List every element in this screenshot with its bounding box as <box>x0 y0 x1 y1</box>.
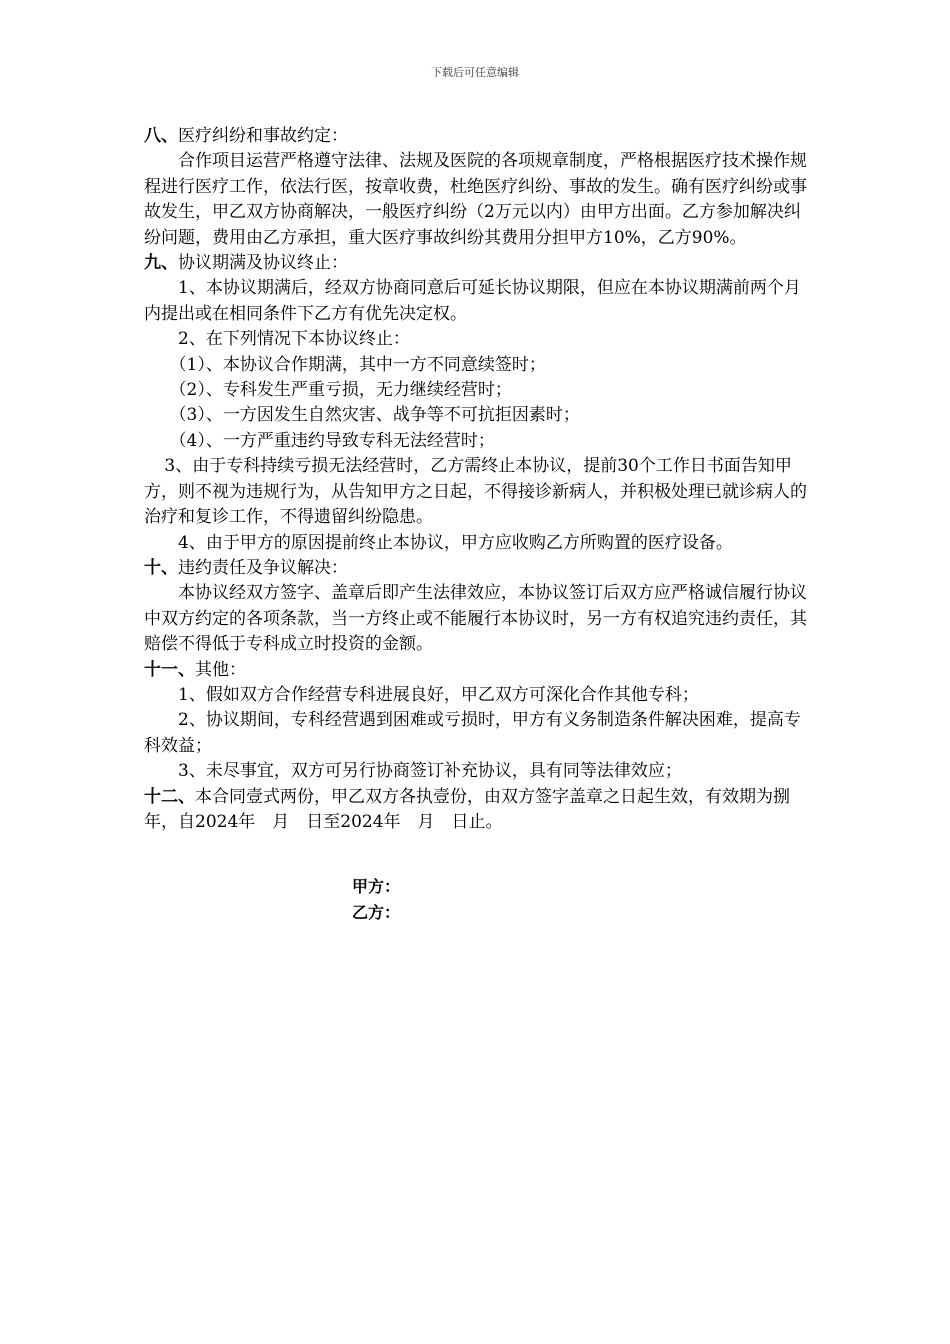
section-10-heading <box>144 556 812 581</box>
section-11-paragraph-3: 3、未尽事宜，双方可另行协商签订补充协议，具有同等法律效应； <box>178 761 682 782</box>
section-12-heading <box>144 785 812 836</box>
section-11-paragraph-1: 1、假如双方合作经营专科进展良好，甲乙双方可深化合作其他专科； <box>178 684 699 705</box>
section-9-item-3: （3）、一方因发生自然灾害、战争等不可抗拒因素时； <box>169 405 580 426</box>
signature-party-a: 甲方： <box>352 877 401 896</box>
section-11-number: 十一、 <box>144 659 195 680</box>
section-8-number: 八、 <box>144 126 178 146</box>
section-9-number: 九、 <box>144 253 178 274</box>
page-header: 下载后可任意编辑 <box>431 66 519 79</box>
section-9-paragraph-4: 4、由于甲方的原因提前终止本协议，甲方应收购乙方所购置的医疗设备。 <box>178 532 733 553</box>
section-9-item-1: （1）、本协议合作期满，其中一方不同意续签时； <box>169 354 546 375</box>
section-9-paragraph-3: 3、由于专科持续亏损无法经营时，乙方需终止本协议，提前30个工作日书面告知甲方，则不视为违规行为，从告知甲方之日起，不得接诊新病人，并积极处理已就诊病人的治疗和复诊工作，不得遗留纠纷隐患。 <box>144 456 807 528</box>
section-9-item-4: （4）、一方严重违约导致专科无法经营时； <box>169 430 495 451</box>
section-8-title: 医疗纠纷和事故约定： <box>178 126 348 146</box>
section-11-paragraph-2: 2、协议期间，专科经营遇到困难或亏损时，甲方有义务制造条件解决困难，提高专科效益； <box>144 710 801 756</box>
section-9-paragraph-1: 1、本协议期满后，经双方协商同意后可延长协议期限，但应在本协议期满前两个月内提出或在相同条件下乙方有优先决定权。 <box>144 278 801 324</box>
section-10-body: 本协议经双方签字、盖章后即产生法律效应，本协议签订后双方应严格诚信履行协议中双方约定的各项条款，当一方终止或不能履行本协议时，另一方有权追究违约责任，其赔偿不得低于专科成立时投资的金额。 <box>144 583 807 655</box>
section-12-number: 十二、 <box>144 786 195 807</box>
section-8-heading <box>144 124 812 149</box>
section-10-title: 违约责任及争议解决： <box>178 557 348 578</box>
section-12-body: 本合同壹式两份，甲乙双方各执壹份，由双方签字盖章之日起生效，有效期为捌年，自2024年 月 日至2024年 月 日止。 <box>144 786 790 832</box>
document-body <box>144 124 812 835</box>
section-9-heading <box>144 251 812 276</box>
section-11-heading <box>144 658 812 683</box>
section-9-paragraph-2: 2、在下列情况下本协议终止： <box>178 329 410 350</box>
signature-party-b: 乙方： <box>352 903 401 922</box>
section-9-item-2: （2）、专科发生严重亏损，无力继续经营时； <box>169 380 512 401</box>
section-10-number: 十、 <box>144 557 178 578</box>
section-9-title: 协议期满及协议终止： <box>178 253 348 274</box>
section-8-body: 合作项目运营严格遵守法律、法规及医院的各项规章制度，严格根据医疗技术操作规程进行医疗工作，依法行医，按章收费，杜绝医疗纠纷、事故的发生。确有医疗纠纷或事故发生，甲乙双方协商解决，一般医疗纠纷（2万元以内）由甲方出面。乙方参加解决纠纷问题，费用由乙方承担，重大医疗事故纠纷其费用分担甲方10%，乙方90%。 <box>144 151 807 248</box>
section-11-title: 其他： <box>195 659 246 680</box>
